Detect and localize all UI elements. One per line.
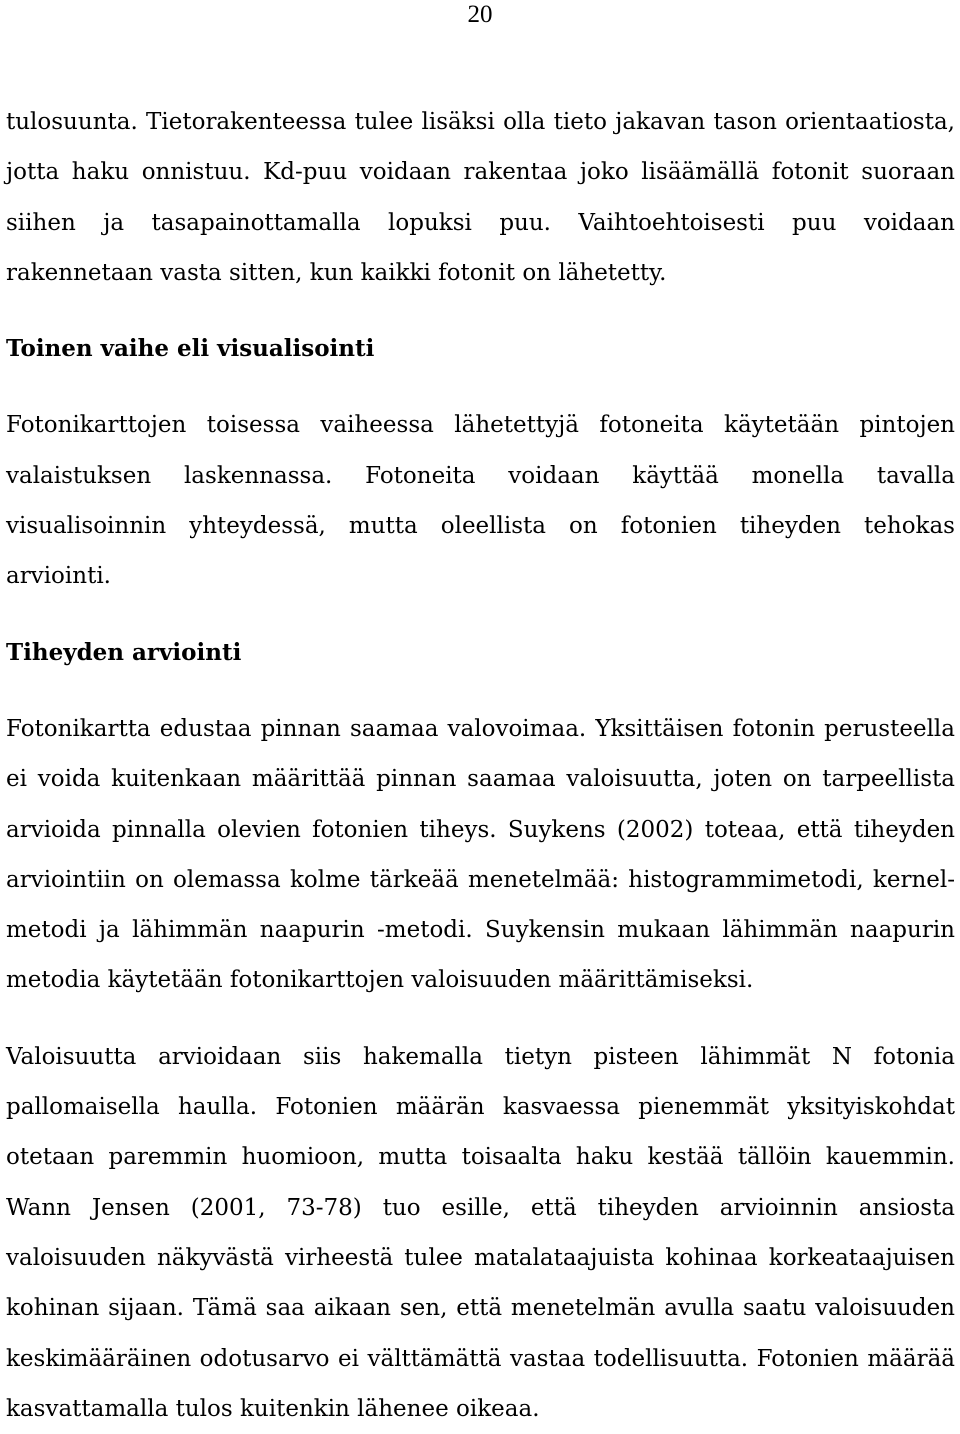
paragraph-kd-tree: tulosuunta. Tietorakenteessa tulee lisäksi olla tieto jakavan tason orientaatiosta, jotta haku onnistuu. Kd-puu voidaan rakentaa joko lisäämällä fotonit suoraan siihen ja tasapainottamalla lopuksi puu. Vaihtoehtoisesti puu voidaan rakennetaan vasta sitten, kun kaikki fotonit on lähetetty. <box>6 109 955 286</box>
page-number: 20 <box>467 1 493 28</box>
heading-density-estimation: Tiheyden arviointi <box>6 638 242 666</box>
document-body <box>6 97 955 1434</box>
paragraph-density-methods: Fotonikartta edustaa pinnan saamaa valovoimaa. Yksittäisen fotonin perusteella ei voida kuitenkaan määrittää pinnan saamaa valoisuutta, joten on tarpeellista arvioida pinnalla olevien fotonien tiheys. Suykens (2002) toteaa, että tiheyden arviointiin on olemassa kolme tärkeää menetelmää: histogrammimetodi, kernel-metodi ja lähimmän naapurin -metodi. Suykensin mukaan lähimmän naapurin metodia käytetään fotonikarttojen valoisuuden määrittämiseksi. <box>6 715 955 994</box>
paragraph-nearest-neighbor: Valoisuutta arvioidaan siis hakemalla tietyn pisteen lähimmät N fotonia pallomaisella haulla. Fotonien määrän kasvaessa pienemmät yksityiskohdat otetaan paremmin huomioon, mutta toisaalta haku kestää tällöin kauemmin. Wann Jensen (2001, 73-78) tuo esille, että tiheyden arvioinnin ansiosta valoisuuden näkyvästä virheestä tulee matalataajuista kohinaa korkeataajuisen kohinan sijaan. Tämä saa aikaan sen, että menetelmän avulla saatu valoisuuden keskimääräinen odotusarvo ei välttämättä vastaa todellisuutta. Fotonien määrää kasvattamalla tulos kuitenkin lähenee oikeaa. <box>6 1043 955 1422</box>
heading-visualization-phase: Toinen vaihe eli visualisointi <box>6 335 375 363</box>
paragraph-visualization: Fotonikarttojen toisessa vaiheessa lähetettyjä fotoneita käytetään pintojen valaistuksen laskennassa. Fotoneita voidaan käyttää monella tavalla visualisoinnin yhteydessä, mutta oleellista on fotonien tiheyden tehokas arviointi. <box>6 412 955 590</box>
